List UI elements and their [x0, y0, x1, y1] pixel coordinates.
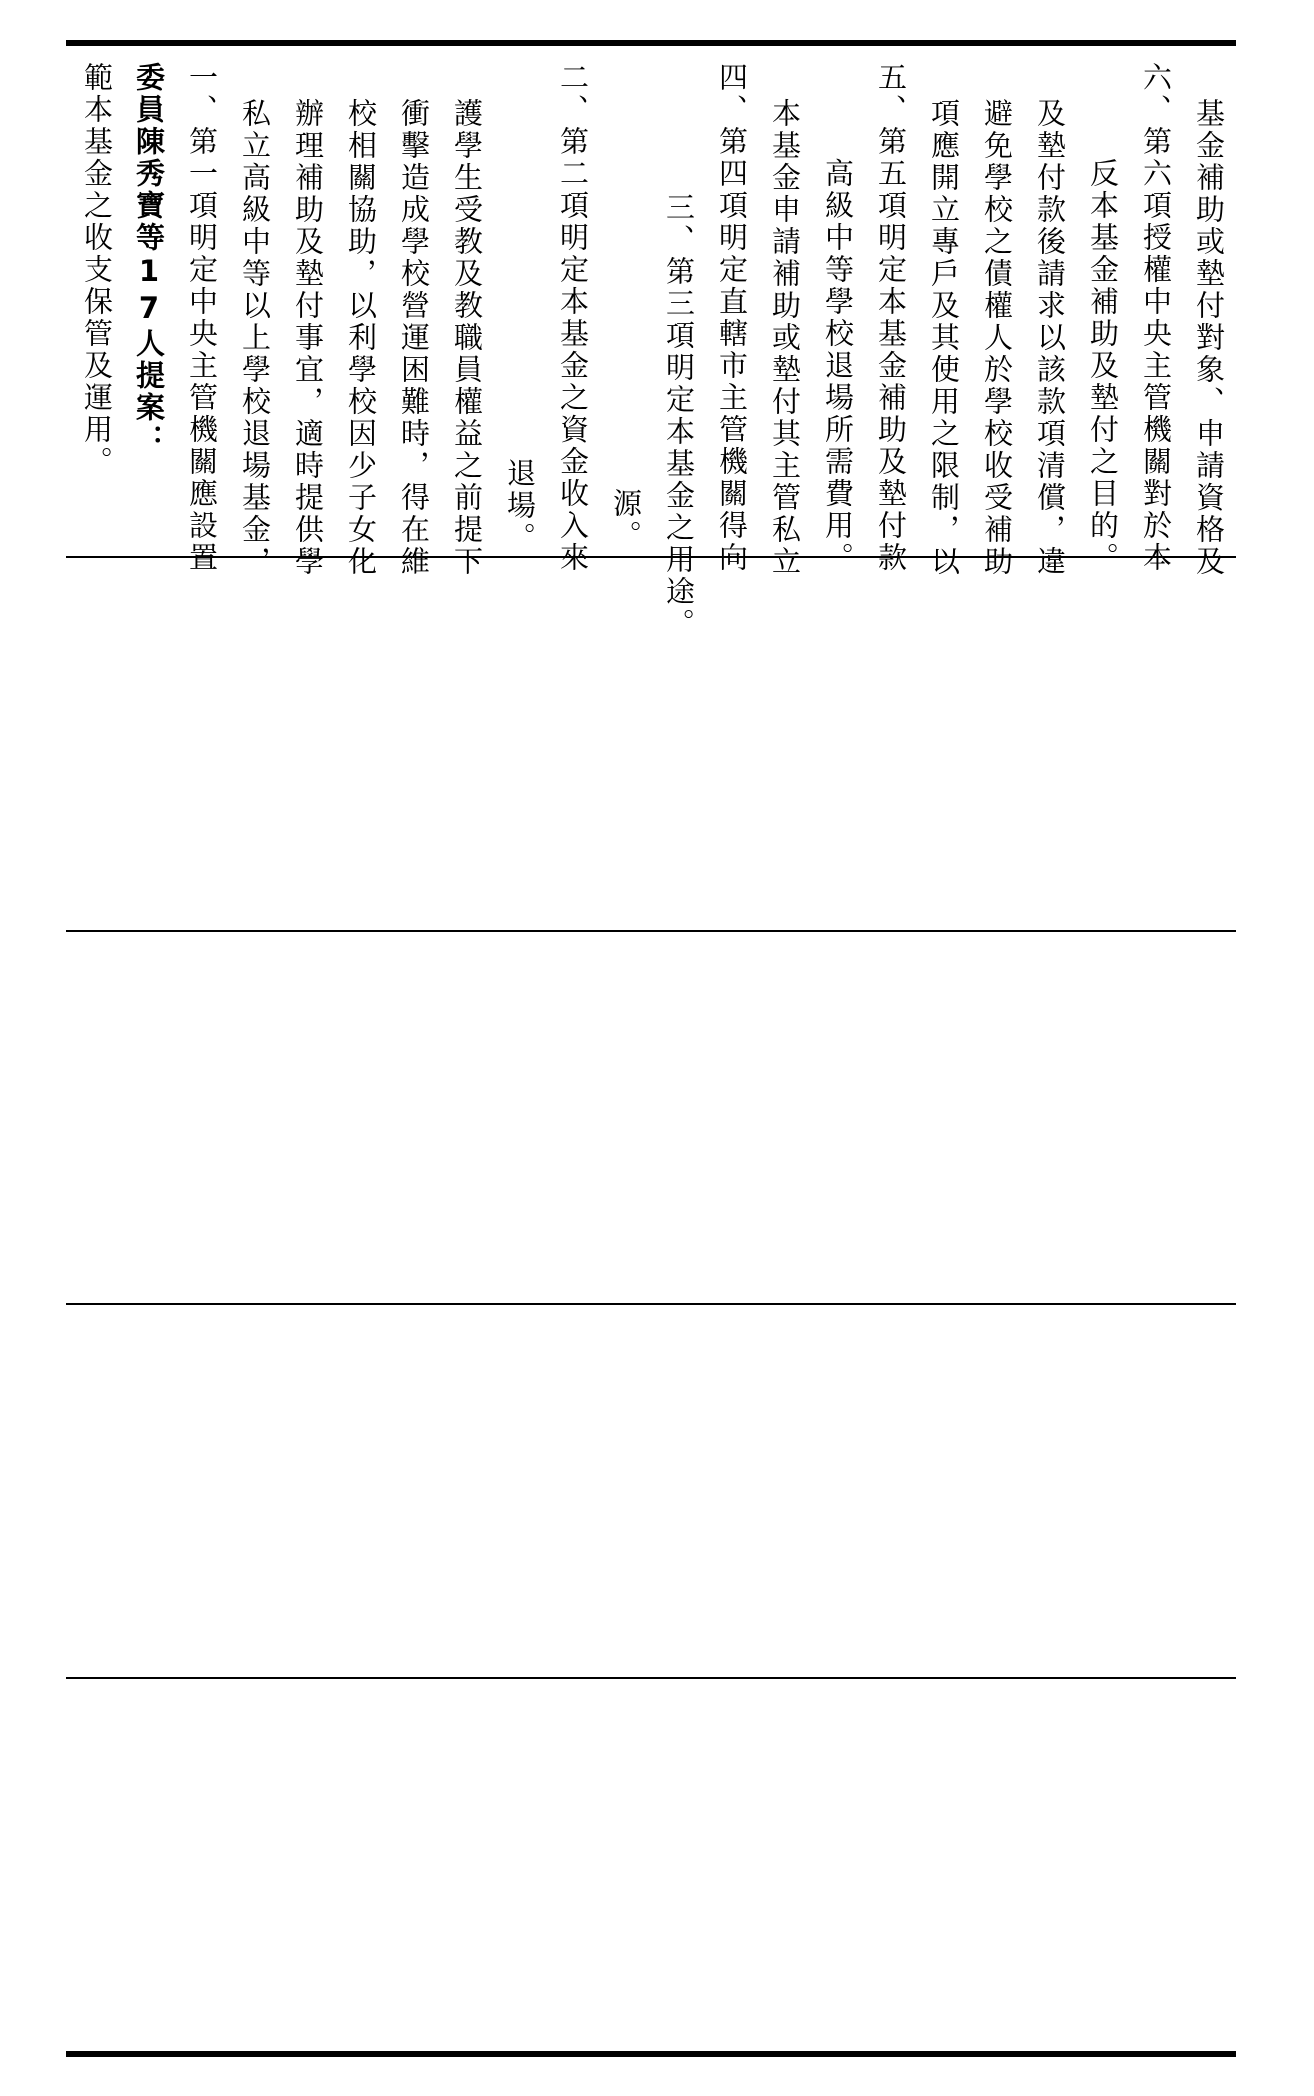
text-line [821, 158, 855, 574]
text-line [609, 488, 643, 552]
text-line [662, 192, 696, 640]
text-line [715, 62, 749, 574]
line-9: 二、第二項明定本基金之資金收入來 [556, 62, 590, 574]
text-line [238, 98, 272, 578]
line-20: 六、第六項授權中央主管機關對於本 [1139, 62, 1173, 574]
text-line [1033, 98, 1067, 578]
text-line [185, 62, 219, 574]
line-15: 五、第五項明定本基金補助及墊付款 [874, 62, 908, 574]
line-13: 本基金申請補助或墊付其主管私立 [768, 98, 802, 578]
section-divider-3 [66, 1303, 1236, 1305]
line-8: 退場。 [503, 458, 537, 554]
line-19: 反本基金補助及墊付之目的。 [1086, 158, 1120, 574]
text-line [927, 98, 961, 578]
line-21: 基金補助或墊付對象、申請資格及 [1192, 98, 1226, 578]
line-1: 委員陳秀寶等17人提案： [132, 62, 166, 456]
line-5: 校相關協助，以利學校因少子女化 [344, 98, 378, 578]
text-line [344, 98, 378, 578]
line-12: 四、第四項明定直轄市主管機關得向 [715, 62, 749, 574]
section-divider-2 [66, 930, 1236, 932]
line-7: 護學生受教及教職員權益之前提下 [450, 98, 484, 578]
line-6: 衝擊造成學校營運困難時，得在維 [397, 98, 431, 578]
text-line [503, 458, 537, 554]
text-line [397, 98, 431, 578]
text-line [450, 98, 484, 578]
explanation-text-block [66, 52, 1236, 640]
text-line [556, 62, 590, 574]
bottom-rule [66, 2051, 1236, 2057]
text-line [1192, 98, 1226, 578]
line-11: 三、第三項明定本基金之用途。 [662, 192, 696, 640]
proposal-heading [132, 62, 166, 456]
line-4: 辦理補助及墊付事宜，適時提供學 [291, 98, 325, 578]
line-10: 源。 [609, 488, 643, 552]
line-3: 私立高級中等以上學校退場基金， [238, 98, 272, 578]
line-18: 及墊付款後請求以該款項清償，違 [1033, 98, 1067, 578]
line-17: 避免學校之債權人於學校收受補助 [980, 98, 1014, 578]
text-line [768, 98, 802, 578]
top-rule [66, 40, 1236, 46]
line-2: 一、第一項明定中央主管機關應設置 [185, 62, 219, 574]
text-line [291, 98, 325, 578]
line-0: 範本基金之收支保管及運用。 [80, 62, 114, 478]
section-divider-4 [66, 1677, 1236, 1679]
text-line [1086, 158, 1120, 574]
text-line [980, 98, 1014, 578]
text-line [1139, 62, 1173, 574]
line-16: 項應開立專戶及其使用之限制，以 [927, 98, 961, 578]
line-14: 高級中等學校退場所需費用。 [821, 158, 855, 574]
text-line [874, 62, 908, 574]
text-line [80, 62, 114, 478]
